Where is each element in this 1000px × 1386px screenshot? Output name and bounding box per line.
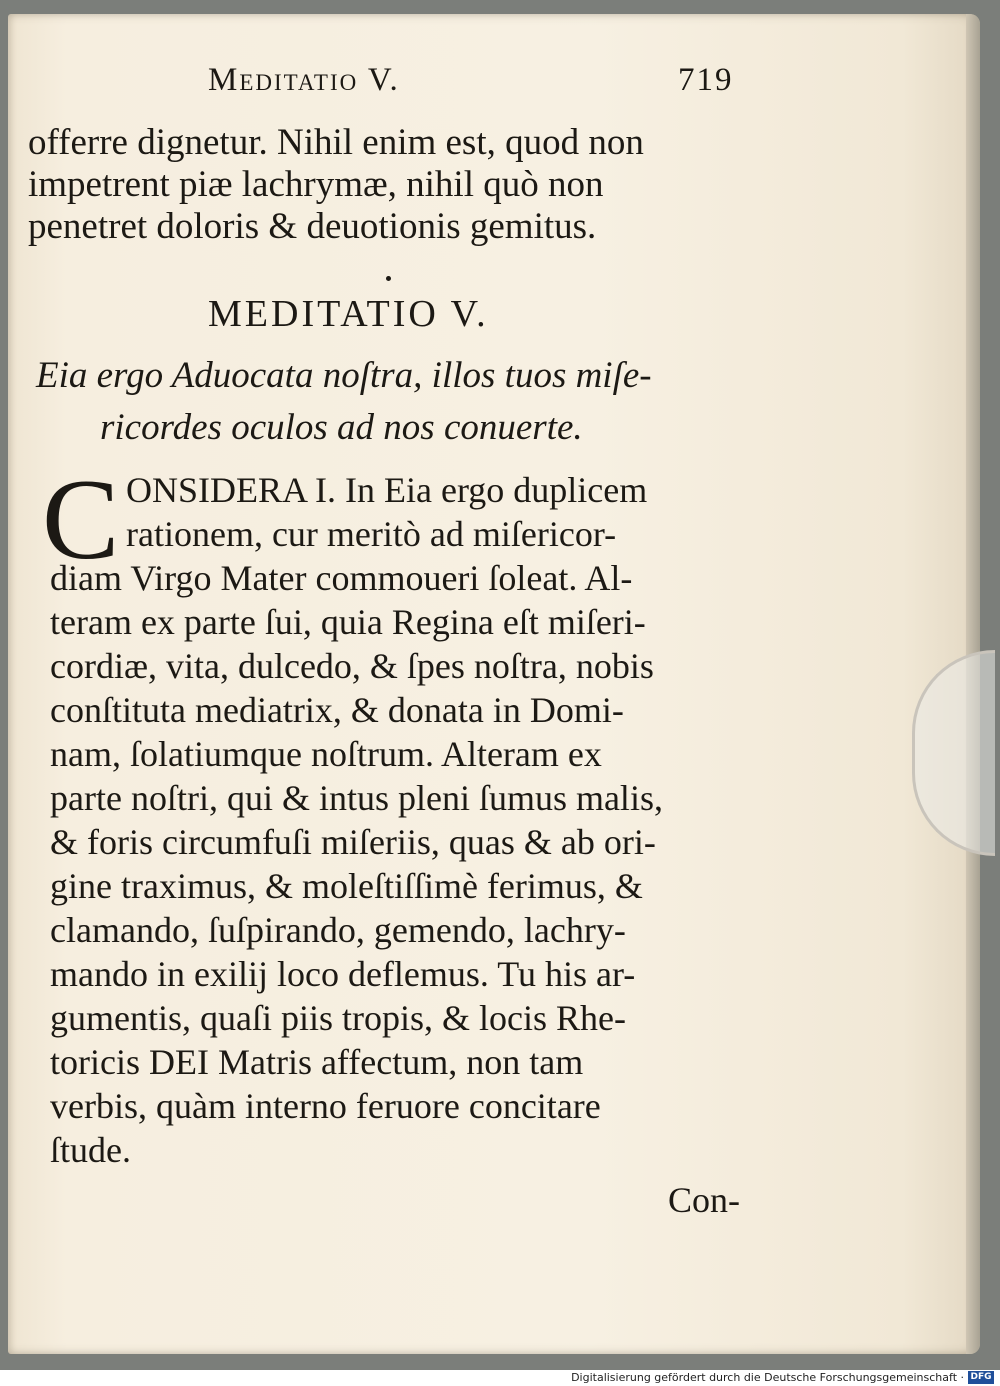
body-line: teram ex parte ſui, quia Regina eſt miſeri- — [50, 602, 646, 642]
body-line: parte noſtri, qui & intus pleni ſumus malis, — [50, 778, 663, 818]
catchword: Con- — [668, 1180, 740, 1220]
body-line: toricis DEI Matris affectum, non tam — [50, 1042, 584, 1082]
footer-bar — [0, 1370, 1000, 1386]
subtitle-line: Eia ergo Aduocata noſtra, illos tuos miſe- — [36, 355, 652, 396]
body-line: nam, ſolatiumque noſtrum. Alteram ex — [50, 734, 602, 774]
body-line: clamando, ſuſpirando, gemendo, lachry- — [50, 910, 626, 950]
footer-credit: Digitalisierung gefördert durch die Deutsche Forschungsgemeinschaft · — [571, 1371, 964, 1384]
body-line: ONSIDERA I. In Eia ergo duplicem — [126, 470, 648, 510]
body-line: & foris circumfuſi miſeriis, quas & ab ori- — [50, 822, 656, 862]
text-line: penetret doloris & deuotionis gemitus. — [28, 206, 597, 247]
text-line: offerre dignetur. Nihil enim est, quod non — [28, 122, 644, 163]
body-line: gine traximus, & moleſtiſſimè ferimus, & — [50, 866, 643, 906]
ornament-dot — [386, 276, 391, 281]
text-line: impetrent piæ lachrymæ, nihil quò non — [28, 164, 604, 205]
running-head: Meditatio V. — [208, 62, 400, 98]
book-page — [8, 14, 980, 1354]
body-line: mando in exilij loco deflemus. Tu his ar- — [50, 954, 636, 994]
section-title: MEDITATIO V. — [208, 293, 489, 335]
dfg-logo: DFG — [968, 1371, 994, 1384]
body-line: diam Virgo Mater commoueri ſoleat. Al- — [50, 558, 633, 598]
body-line: rationem, cur meritò ad miſericor- — [126, 514, 617, 554]
subtitle-line: ricordes oculos ad nos conuerte. — [100, 407, 583, 448]
page-number: 719 — [678, 62, 734, 98]
body-line: ſtude. — [50, 1130, 131, 1170]
body-line: cordiæ, vita, dulcedo, & ſpes noſtra, nobis — [50, 646, 654, 686]
drop-cap: C — [42, 456, 120, 584]
body-line: gumentis, quaſi piis tropis, & locis Rhe- — [50, 998, 626, 1038]
body-line: conſtituta mediatrix, & donata in Domi- — [50, 690, 624, 730]
body-line: verbis, quàm interno feruore concitare — [50, 1086, 601, 1126]
